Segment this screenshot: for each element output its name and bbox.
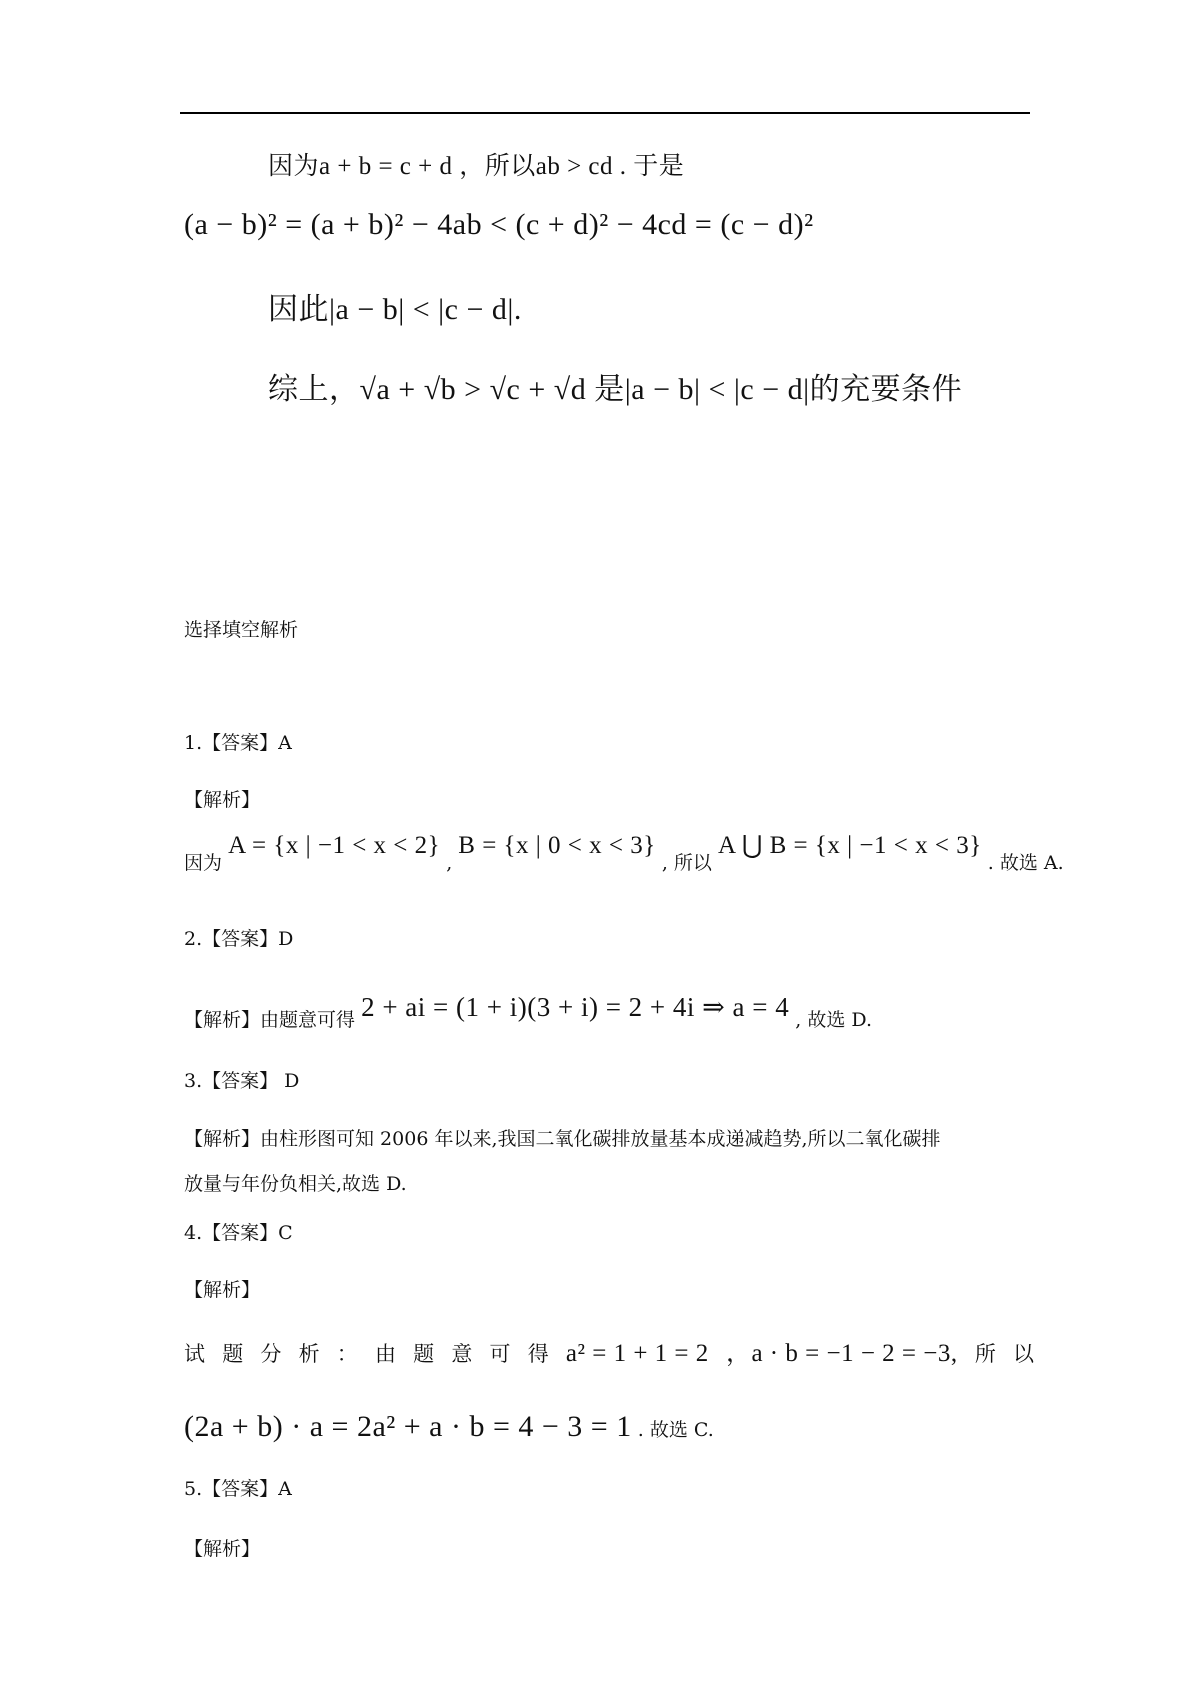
q4-word-1: 试 [184,1342,205,1366]
q4-math-result: (2a + b) · a = 2a² + a · b = 4 − 3 = 1 [184,1410,632,1443]
q4-word-7: 题 [413,1342,435,1366]
q3-analysis-label: 【解析】 [184,1128,261,1150]
q4-word-4: 析 [298,1342,320,1366]
q1-math-union: A ⋃ B = {x | −1 < x < 3} [717,832,982,859]
q1-mid-text: , 所以 [661,852,712,874]
q2-end: , 故选 D. [795,1009,872,1031]
q4-analysis-line-2 [184,1410,714,1444]
q4-word-5: ： [336,1342,358,1366]
section-title: 选择填空解析 [184,619,299,641]
q1-text-pre: 因为 [184,852,223,874]
q4-answer: 4.【答案】C [184,1222,293,1244]
q1-math-b: B = {x | 0 < x < 3} [458,832,656,859]
q2-analysis [184,992,872,1032]
q2-analysis-label: 【解析】 [184,1009,261,1031]
header-rule [180,112,1030,114]
q4-math-dot-product: ，a · b = −1 − 2 = −3, [725,1340,958,1367]
q1-answer: 1.【答案】A [184,732,292,754]
q1-analysis-text [184,832,1064,875]
q4-end: . 故选 C. [637,1419,714,1441]
q3-text-line-2: 放量与年份负相关,故选 D. [184,1173,407,1195]
q3-analysis [184,1127,941,1151]
q3-answer: 3.【答案】 D [184,1070,300,1092]
q4-word-6: 由 [374,1342,396,1366]
q2-answer: 2.【答案】D [184,928,294,950]
q1-analysis-label: 【解析】 [184,789,261,811]
q1-separator: , [446,852,453,874]
q5-answer: 5.【答案】A [184,1478,292,1500]
q4-word-10: 得 [527,1342,549,1366]
q4-word-2: 题 [222,1342,244,1366]
q1-end: . 故选 A. [987,852,1064,874]
q4-word-8: 意 [451,1342,473,1366]
proof-line-4: 综上，√a + √b > √c + √d 是|a − b| < |c − d|的充要条件 [268,373,963,406]
q2-text-pre: 由题意可得 [260,1009,356,1031]
q4-word-9: 可 [489,1342,511,1366]
q4-math-a-squared: a² = 1 + 1 = 2 [565,1340,709,1367]
q4-so-1: 所 [974,1342,996,1366]
q3-text-line-1: 由柱形图可知 2006 年以来,我国二氧化碳排放量基本成递减趋势,所以二氧化碳排 [260,1128,941,1150]
q4-so-2: 以 [1013,1342,1034,1366]
proof-line-1: 因为a + b = c + d ，所以ab > cd . 于是 [268,153,685,180]
q4-analysis-line-1 [184,1342,1034,1366]
proof-line-3: 因此|a − b| < |c − d|. [268,293,522,326]
q5-analysis-label: 【解析】 [184,1538,261,1560]
q4-word-3: 分 [260,1342,282,1366]
q4-analysis-label: 【解析】 [184,1279,261,1301]
proof-line-2: (a − b)² = (a + b)² − 4ab < (c + d)² − 4cd = (c − d)² [184,208,814,241]
q2-math: 2 + ai = (1 + i)(3 + i) = 2 + 4i ⇒ a = 4 [361,992,790,1022]
q1-math-a: A = {x | −1 < x < 2} [228,832,441,859]
